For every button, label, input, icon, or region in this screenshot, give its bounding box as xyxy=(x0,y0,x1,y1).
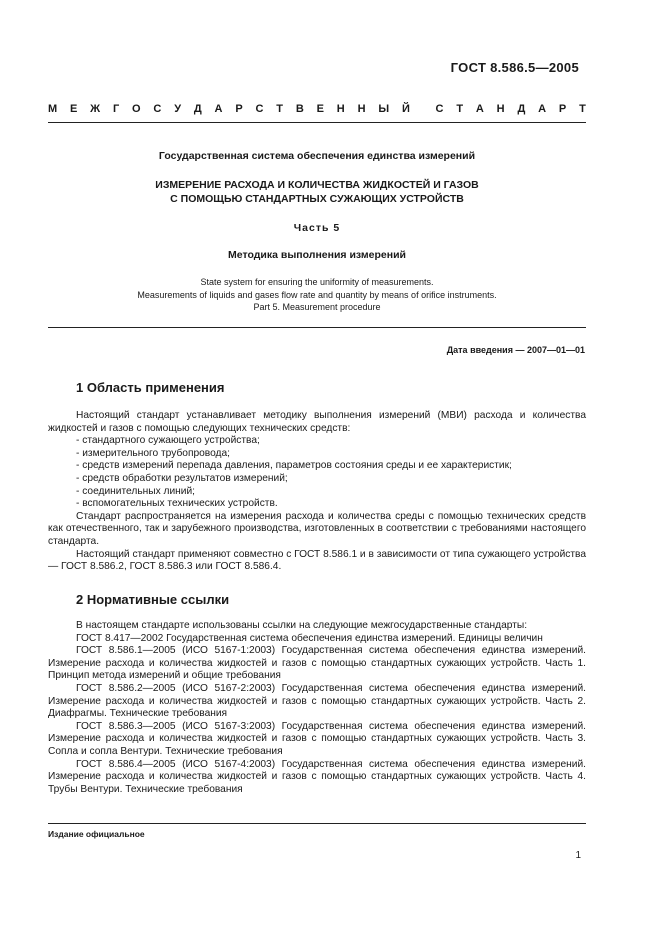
reference-item: ГОСТ 8.586.1—2005 (ИСО 5167-1:2003) Государственная система обеспечения единства измерений. Измерение расхода и количества жидкостей и газов с помощью стандартных сужающих устройств. Часть 1. Принцип метода измерений и общие требования xyxy=(48,645,586,682)
official-publication-note: Издание официальное xyxy=(48,829,145,839)
banner-letter: Д xyxy=(517,103,526,115)
banner-letter: М xyxy=(48,103,58,115)
document-title-line-2: С ПОМОЩЬЮ СТАНДАРТНЫХ СУЖАЮЩИХ УСТРОЙСТВ xyxy=(170,193,464,205)
section-1-heading: 1 Область применения xyxy=(76,380,225,395)
list-item: - средств обработки результатов измерений; xyxy=(76,472,288,484)
banner-letter: А xyxy=(214,103,223,115)
banner-letter: С xyxy=(435,103,444,115)
banner-letter: Т xyxy=(579,103,586,115)
list-item: - соединительных линий; xyxy=(76,485,195,497)
part-label: Часть 5 xyxy=(293,222,341,234)
banner-letter: Т xyxy=(276,103,284,115)
banner-letter: У xyxy=(174,103,182,115)
document-title-line-1: ИЗМЕРЕНИЕ РАСХОДА И КОЛИЧЕСТВА ЖИДКОСТЕЙ И ГАЗОВ xyxy=(155,179,479,191)
introduction-date: Дата введения — 2007—01—01 xyxy=(446,345,585,355)
section-1-body xyxy=(48,410,586,574)
list-item: - стандартного сужающего устройства; xyxy=(76,435,260,447)
page-number: 1 xyxy=(575,850,581,861)
reference-item: ГОСТ 8.417—2002 Государственная система обеспечения единства измерений. Единицы величин xyxy=(76,632,543,644)
document-subtitle: Методика выполнения измерений xyxy=(228,249,406,261)
section-2-heading: 2 Нормативные ссылки xyxy=(76,592,230,607)
section-1-paragraph-2: Стандарт распространяется на измерения расхода и количества среды с помощью технических средств как отечественного, так и зарубежного производства, изготовленных в соответствии с требованиями настоящего стандарта. xyxy=(48,510,586,547)
list-item: - измерительного трубопровода; xyxy=(76,447,230,459)
reference-item: ГОСТ 8.586.3—2005 (ИСО 5167-3:2003) Государственная система обеспечения единства измерений. Измерение расхода и количества жидкостей и газов с помощью стандартных сужающих устройств. Часть 3. Сопла и сопла Вентури. Технические требования xyxy=(48,720,586,757)
banner-letter: С xyxy=(153,103,162,115)
english-title-line-3: Part 5. Measurement procedure xyxy=(253,302,381,312)
footer-divider xyxy=(48,823,586,824)
document-code: ГОСТ 8.586.5—2005 xyxy=(450,60,579,75)
section-1-intro: Настоящий стандарт устанавливает методику выполнения измерений (МВИ) расхода и количества жидкостей и газов с помощью следующих технических средств: xyxy=(48,410,586,434)
banner-letter: А xyxy=(538,103,547,115)
banner-letter: В xyxy=(295,103,304,115)
document-title xyxy=(48,178,586,206)
banner-letter: Е xyxy=(316,103,324,115)
reference-item: ГОСТ 8.586.2—2005 (ИСО 5167-2:2003) Государственная система обеспечения единства измерений. Измерение расхода и количества жидкостей и газов с помощью стандартных сужающих устройств. Часть 2. Диафрагмы. Технические требования xyxy=(48,682,586,720)
banner-letter: О xyxy=(132,103,141,115)
banner-letter: Т xyxy=(456,103,464,115)
banner-letter: Й xyxy=(401,103,410,115)
system-title: Государственная система обеспечения единства измерений xyxy=(158,150,476,162)
banner-letter: Н xyxy=(336,103,345,115)
interstate-standard-banner xyxy=(48,103,586,115)
header-divider-top xyxy=(48,122,586,123)
banner-letter: С xyxy=(255,103,264,115)
section-2-body xyxy=(48,620,586,796)
banner-letter: Ж xyxy=(90,103,101,115)
banner-letter: Р xyxy=(558,103,567,115)
section-2-intro: В настоящем стандарте использованы ссылки на следующие межгосударственные стандарты: xyxy=(76,620,528,631)
reference-item: ГОСТ 8.586.4—2005 (ИСО 5167-4:2003) Государственная система обеспечения единства измерений. Измерение расхода и количества жидкостей и газов с помощью стандартных сужающих устройств. Часть 4. Трубы Вентури. Технические требования xyxy=(48,758,586,795)
banner-letter: А xyxy=(475,103,484,115)
header-divider-bottom xyxy=(48,327,586,328)
banner-letter: Ы xyxy=(378,103,390,115)
list-item: - вспомогательных технических устройств. xyxy=(76,498,278,510)
section-1-paragraph-3: Настоящий стандарт применяют совместно с ГОСТ 8.586.1 и в зависимости от типа сужающего устройства — ГОСТ 8.586.2, ГОСТ 8.586.3 или ГОСТ 8.586.4. xyxy=(48,548,587,573)
english-title-line-2: Measurements of liquids and gases flow rate and quantity by means of orifice instruments. xyxy=(137,289,497,300)
banner-letter: Р xyxy=(235,103,243,115)
banner-letter: Н xyxy=(496,103,505,115)
banner-letter: Е xyxy=(70,103,78,115)
banner-letter: Н xyxy=(357,103,366,115)
banner-letter: Г xyxy=(112,103,120,115)
english-title xyxy=(48,276,586,314)
banner-letter: Д xyxy=(193,103,202,115)
english-title-line-1: State system for ensuring the uniformity of measurements. xyxy=(200,277,434,287)
list-item: - средств измерений перепада давления, параметров состояния среды и ее характеристик; xyxy=(76,460,512,472)
